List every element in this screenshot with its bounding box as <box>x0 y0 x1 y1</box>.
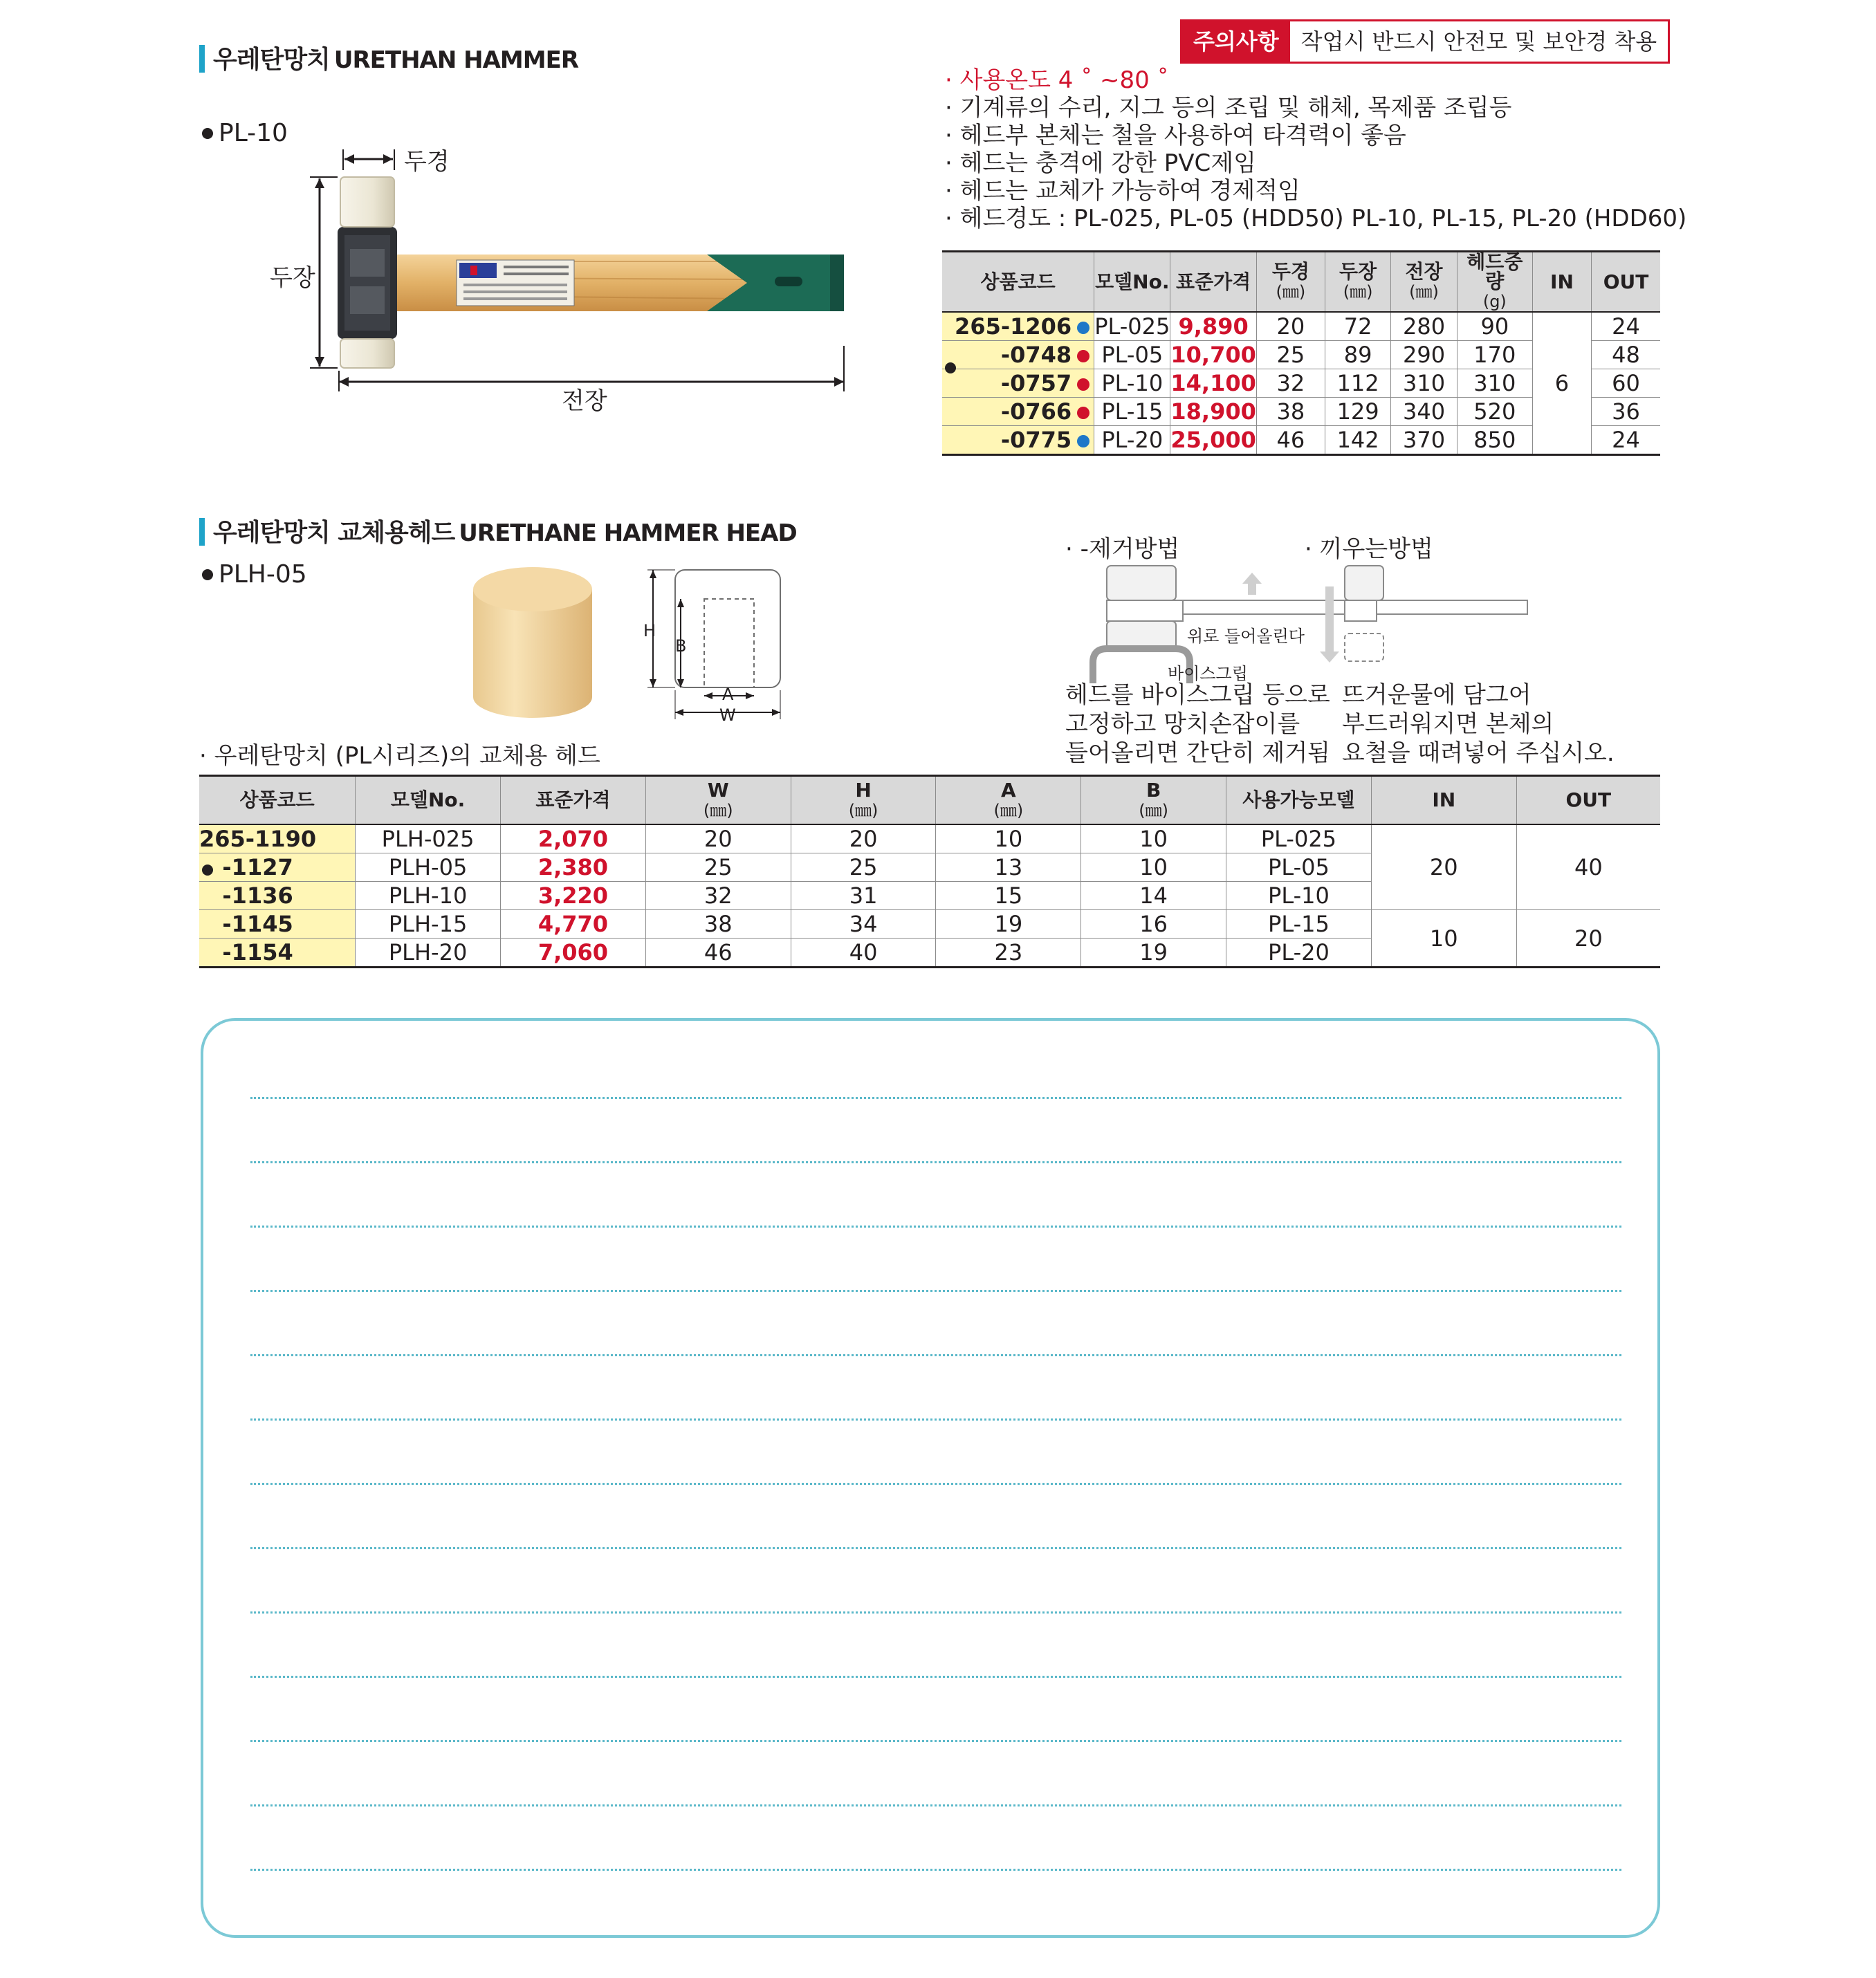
th-len-label: 두장 <box>1339 260 1377 283</box>
cell-price: 2,380 <box>501 853 646 882</box>
section1-title-en: URETHAN HAMMER <box>333 46 579 74</box>
th-weight-label: 헤드중량 <box>1466 250 1523 293</box>
section2-title <box>199 513 797 548</box>
title-accent-bar <box>199 45 205 73</box>
th-out: OUT <box>1516 776 1660 825</box>
cell-out: 40 <box>1516 824 1660 910</box>
cell-out: 20 <box>1516 910 1660 968</box>
cell-weight: 170 <box>1457 341 1532 369</box>
cell-model: PL-10 <box>1094 369 1170 398</box>
replacement-head-illustration <box>470 562 595 721</box>
cell-w: 25 <box>645 853 791 882</box>
feature-item: · 헤드는 교체가 가능하여 경제적임 <box>945 177 1300 205</box>
remove-desc-line: 헤드를 바이스그립 등으로 <box>1065 681 1330 709</box>
th-code: 상품코드 <box>199 776 356 825</box>
memo-line <box>250 1611 1621 1614</box>
insert-desc-line: 부드러워지면 본체의 <box>1342 710 1554 738</box>
cell-compat: PL-20 <box>1226 939 1372 968</box>
cell-out: 24 <box>1592 426 1660 455</box>
th-unit: (㎜) <box>703 800 733 820</box>
th-compat: 사용가능모델 <box>1226 776 1372 825</box>
cell-model: PLH-15 <box>356 910 501 939</box>
cell-total: 370 <box>1391 426 1457 455</box>
section2-title-ko: 우레탄망치 교체용헤드 <box>213 519 455 547</box>
section1-title-ko: 우레탄망치 <box>213 46 330 74</box>
th-in: IN <box>1371 776 1516 825</box>
section2-model-text: PLH-05 <box>219 560 307 589</box>
cell-price: 14,100 <box>1170 370 1256 396</box>
memo-line <box>250 1676 1621 1678</box>
th-model: 모델No. <box>356 776 501 825</box>
th-b-label: B <box>1146 778 1161 802</box>
cell-out: 60 <box>1592 369 1660 398</box>
cell-b: 16 <box>1081 910 1226 939</box>
section2-title-en: URETHANE HAMMER HEAD <box>459 519 797 547</box>
bullet-dot <box>202 128 213 139</box>
table-row <box>199 910 1660 939</box>
cell-total: 310 <box>1391 369 1457 398</box>
cell-out: 36 <box>1592 398 1660 426</box>
feature-temp: · 사용온도 4 ˚ ~80 ˚ <box>945 66 1169 94</box>
cell-w: 20 <box>645 824 791 853</box>
caution-label: 주의사항 <box>1182 21 1290 62</box>
cell-code: -1127 <box>199 853 356 882</box>
cell-model: PLH-10 <box>356 882 501 910</box>
th-dia-label: 두경 <box>1271 260 1309 283</box>
cell-in: 20 <box>1371 824 1516 910</box>
th-price: 표준가격 <box>501 776 646 825</box>
cell-model: PLH-05 <box>356 853 501 882</box>
recommended-row-marker <box>202 865 213 876</box>
th-weight <box>1457 252 1532 313</box>
color-dot-icon <box>1077 322 1089 334</box>
cell-a: 10 <box>936 824 1081 853</box>
memo-line <box>250 1418 1621 1421</box>
th-w <box>645 776 791 825</box>
th-weight-unit: (g) <box>1482 292 1507 311</box>
cell-a: 19 <box>936 910 1081 939</box>
cell-a: 23 <box>936 939 1081 968</box>
cell-total: 340 <box>1391 398 1457 426</box>
cell-model: PL-025 <box>1094 313 1170 340</box>
cell-dia: 38 <box>1256 398 1325 426</box>
cell-code <box>942 398 1094 426</box>
th-total <box>1391 252 1457 313</box>
cell-weight: 520 <box>1457 398 1532 426</box>
diagram-w-label: W <box>719 705 736 725</box>
cell-len: 142 <box>1325 426 1390 455</box>
cell-code: 265-1190 <box>199 824 356 853</box>
code-text: -0757 <box>1000 370 1072 396</box>
feature-item: · 헤드부 본체는 철을 사용하여 타격력이 좋음 <box>945 122 1406 149</box>
table-row <box>942 312 1660 341</box>
cell-compat: PL-025 <box>1226 824 1372 853</box>
th-code: 상품코드 <box>942 252 1094 313</box>
memo-line <box>250 1226 1621 1228</box>
table-row <box>199 824 1660 853</box>
th-unit: (㎜) <box>1139 800 1168 820</box>
cell-len: 112 <box>1325 369 1390 398</box>
cell-model: PLH-025 <box>356 824 501 853</box>
section2-model-label <box>202 560 307 589</box>
hammer-illustration <box>263 138 872 415</box>
cell-weight: 90 <box>1457 312 1532 341</box>
cell-weight: 850 <box>1457 426 1532 455</box>
cell-compat: PL-15 <box>1226 910 1372 939</box>
memo-line <box>250 1483 1621 1485</box>
section1-model-text: PL-10 <box>219 119 288 147</box>
diagram-h-label: H <box>643 621 656 640</box>
cell-dia: 32 <box>1256 369 1325 398</box>
memo-line <box>250 1804 1621 1806</box>
cell-b: 10 <box>1081 824 1226 853</box>
th-total-label: 전장 <box>1405 260 1443 283</box>
cell-a: 15 <box>936 882 1081 910</box>
memo-line <box>250 1869 1621 1871</box>
feature-list <box>945 66 1686 232</box>
th-model: 모델No. <box>1094 252 1170 313</box>
recommended-row-marker <box>945 362 956 373</box>
cell-in: 6 <box>1532 312 1591 455</box>
head-dia-label: 두경 <box>404 148 450 176</box>
cell-model: PL-20 <box>1094 426 1170 455</box>
code-text: -0766 <box>1000 398 1072 425</box>
cell-len: 72 <box>1325 312 1390 341</box>
cell-total: 280 <box>1391 312 1457 341</box>
th-unit: (㎜) <box>848 800 879 820</box>
th-w-label: W <box>707 778 729 802</box>
feature-item: · 헤드경도 : PL-025, PL-05 (HDD50) PL-10, PL-15, PL-20 (HDD60) <box>945 205 1687 232</box>
memo-line <box>250 1097 1621 1099</box>
head-dimension-diagram <box>636 566 789 726</box>
cell-len: 89 <box>1325 341 1390 369</box>
remove-vise-label: 바이스그립 <box>1168 664 1248 683</box>
feature-item: · 헤드는 충격에 강한 PVC제임 <box>945 149 1256 177</box>
cell-code <box>942 312 1094 341</box>
cell-compat: PL-10 <box>1226 882 1372 910</box>
cell-price: 10,700 <box>1170 342 1256 368</box>
cell-total: 290 <box>1391 341 1457 369</box>
cell-h: 20 <box>791 824 936 853</box>
cell-code <box>942 426 1094 455</box>
remove-method-title: · -제거방법 <box>1065 535 1180 563</box>
cell-model: PLH-20 <box>356 939 501 968</box>
memo-line <box>250 1290 1621 1292</box>
cell-h: 40 <box>791 939 936 968</box>
memo-line <box>250 1161 1621 1163</box>
head-spec-table <box>199 775 1660 968</box>
cell-model: PL-15 <box>1094 398 1170 426</box>
table2-header-row <box>199 776 1660 825</box>
th-h-label: H <box>855 778 872 802</box>
memo-line <box>250 1740 1621 1742</box>
cell-weight: 310 <box>1457 369 1532 398</box>
code-text: -0775 <box>1000 427 1072 453</box>
cell-out: 48 <box>1592 341 1660 369</box>
cell-h: 25 <box>791 853 936 882</box>
memo-box <box>201 1018 1660 1938</box>
caution-text: 작업시 반드시 안전모 및 보안경 착용 <box>1300 28 1657 55</box>
insert-description <box>1342 681 1615 768</box>
remove-lift-label: 위로 들어올린다 <box>1187 627 1305 646</box>
cell-price: 7,060 <box>501 939 646 968</box>
hammer-spec-table <box>942 250 1660 456</box>
th-h <box>791 776 936 825</box>
title-accent-bar <box>199 518 205 546</box>
bullet-dot <box>202 569 213 580</box>
code-text: -0748 <box>1000 342 1072 368</box>
color-dot-icon <box>1077 407 1089 419</box>
cell-dia: 46 <box>1256 426 1325 455</box>
th-len <box>1325 252 1390 313</box>
cell-out: 24 <box>1592 312 1660 341</box>
table1-header-row <box>942 252 1660 313</box>
remove-description <box>1065 681 1330 768</box>
diagram-b-label: B <box>675 636 687 656</box>
cell-b: 14 <box>1081 882 1226 910</box>
cell-price: 9,890 <box>1170 312 1256 341</box>
th-dia <box>1256 252 1325 313</box>
color-dot-icon <box>1077 378 1089 391</box>
cell-w: 46 <box>645 939 791 968</box>
cell-code: -1136 <box>199 882 356 910</box>
cell-dia: 20 <box>1256 312 1325 341</box>
th-in: IN <box>1532 252 1591 313</box>
cell-price: 4,770 <box>501 910 646 939</box>
cell-len: 129 <box>1325 398 1390 426</box>
memo-line <box>250 1354 1621 1356</box>
cell-code <box>942 341 1094 369</box>
color-dot-icon <box>1077 435 1089 447</box>
color-dot-icon <box>1077 350 1089 362</box>
cell-code <box>942 369 1094 398</box>
cell-compat: PL-05 <box>1226 853 1372 882</box>
cell-h: 34 <box>791 910 936 939</box>
cell-b: 19 <box>1081 939 1226 968</box>
cell-code: -1154 <box>199 939 356 968</box>
th-len-unit: (㎜) <box>1343 282 1373 302</box>
cell-price: 25,000 <box>1170 426 1256 455</box>
diagram-a-label: A <box>722 685 734 704</box>
section1-title <box>199 40 578 75</box>
insert-desc-line: 뜨거운물에 담그어 <box>1342 681 1532 709</box>
cell-price: 3,220 <box>501 882 646 910</box>
remove-desc-line: 고정하고 망치손잡이를 <box>1065 710 1300 738</box>
insert-desc-line: 요철을 때려넣어 주십시오. <box>1342 739 1615 767</box>
cell-a: 13 <box>936 853 1081 882</box>
th-b <box>1081 776 1226 825</box>
th-a <box>936 776 1081 825</box>
th-a-label: A <box>1001 778 1016 802</box>
cell-w: 38 <box>645 910 791 939</box>
th-out: OUT <box>1592 252 1660 313</box>
replacement-note: · 우레탄망치 (PL시리즈)의 교체용 헤드 <box>199 742 600 770</box>
th-unit: (㎜) <box>993 800 1024 820</box>
cell-price: 18,900 <box>1170 398 1256 425</box>
cell-model: PL-05 <box>1094 341 1170 369</box>
th-dia-unit: (㎜) <box>1276 282 1306 302</box>
cell-h: 31 <box>791 882 936 910</box>
cell-in: 10 <box>1371 910 1516 968</box>
total-len-label: 전장 <box>562 387 607 415</box>
memo-line <box>250 1547 1621 1549</box>
caution-box <box>1180 19 1670 64</box>
insert-method-title: · 끼우는방법 <box>1305 535 1433 563</box>
head-len-label: 두장 <box>270 264 315 292</box>
insert-method-illustration <box>1314 559 1536 676</box>
th-total-unit: (㎜) <box>1409 282 1439 302</box>
th-price: 표준가격 <box>1170 252 1256 313</box>
cell-code: -1145 <box>199 910 356 939</box>
cell-w: 32 <box>645 882 791 910</box>
cell-b: 10 <box>1081 853 1226 882</box>
cell-price: 2,070 <box>501 824 646 853</box>
feature-item: · 기계류의 수리, 지그 등의 조립 및 해체, 목제품 조립등 <box>945 94 1512 122</box>
cell-dia: 25 <box>1256 341 1325 369</box>
remove-desc-line: 들어올리면 간단히 제거됨 <box>1065 739 1330 767</box>
code-text: 265-1206 <box>955 313 1072 340</box>
